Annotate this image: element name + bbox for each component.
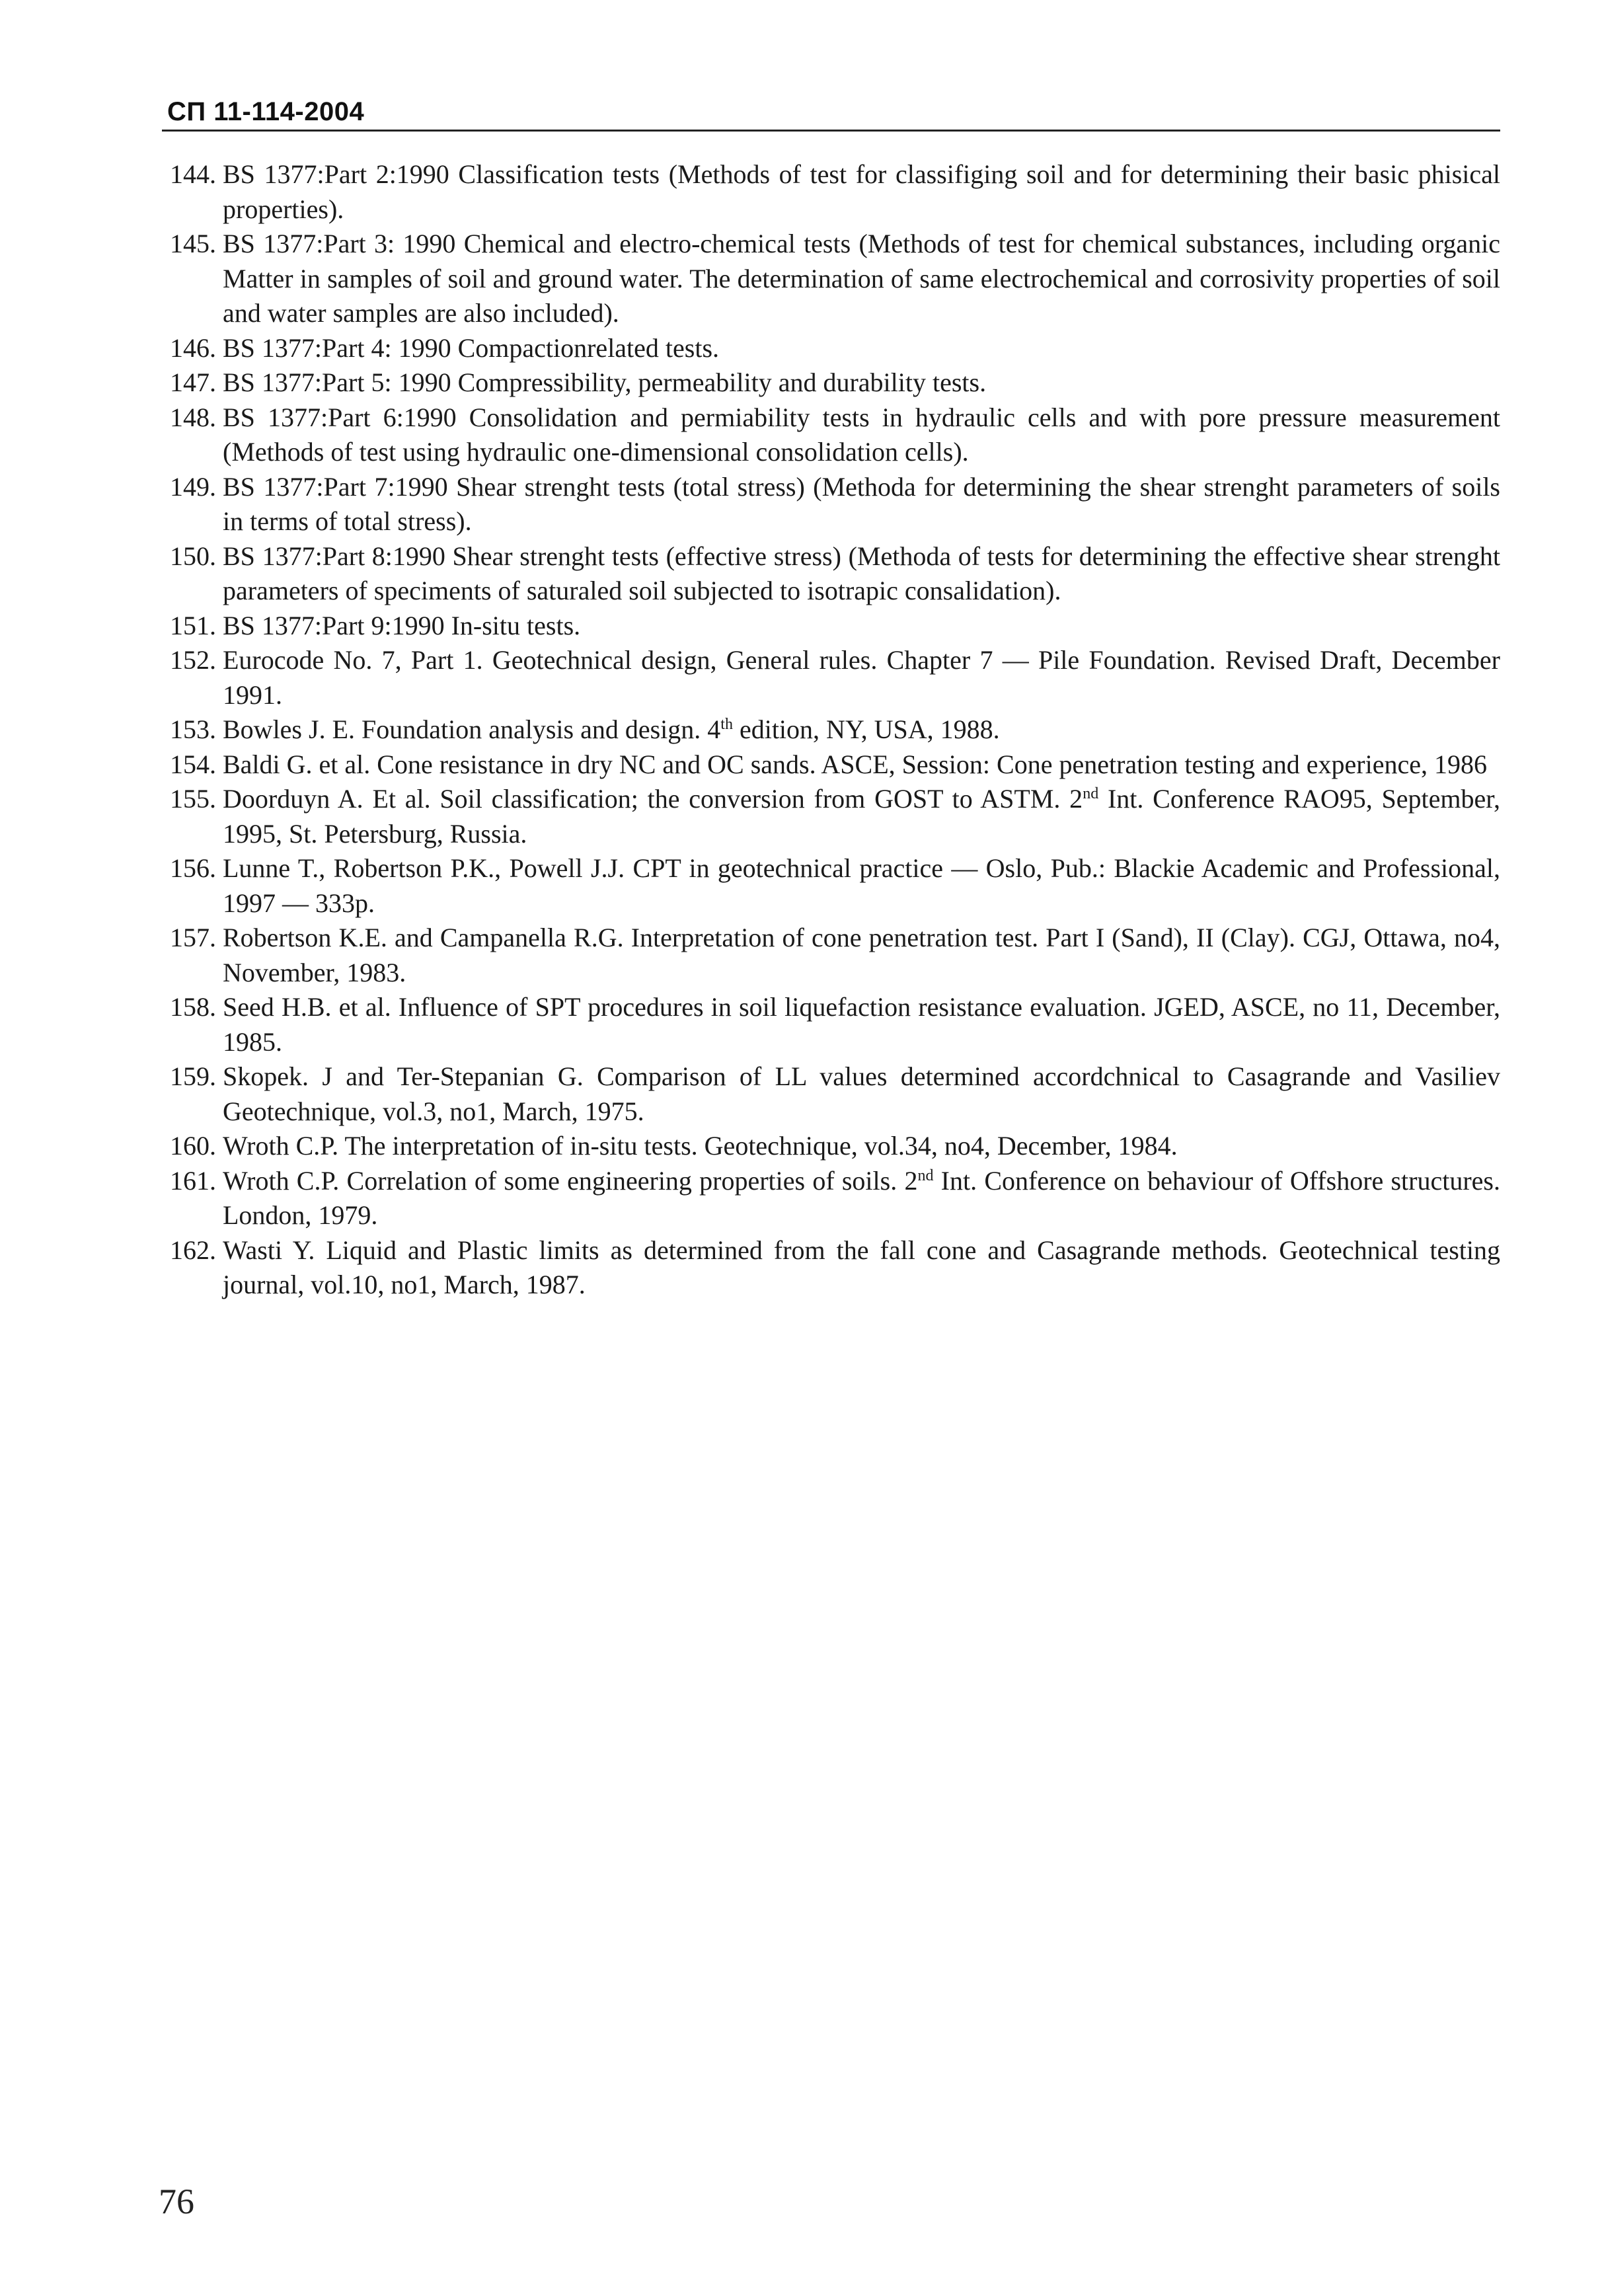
reference-text bbox=[223, 1061, 1500, 1126]
reference-number: 162. bbox=[170, 1235, 216, 1265]
reference-list bbox=[170, 157, 1500, 1303]
reference-number: 144. bbox=[170, 159, 216, 189]
reference-text-main: BS 1377:Part 3: 1990 Chemical and electro-chemical tests (Methods of test for chemical substances, including organic Matter in samples of soil and ground water. The determination of same electrochemical and corrosivity properties of soil and water samples are also included). bbox=[223, 229, 1500, 328]
reference-text bbox=[223, 333, 719, 363]
reference-item bbox=[170, 470, 1500, 539]
reference-item bbox=[170, 157, 1500, 227]
reference-number: 160. bbox=[170, 1131, 216, 1161]
reference-item bbox=[170, 851, 1500, 921]
reference-text-main: Robertson K.E. and Campanella R.G. Interpretation of cone penetration test. Part I (Sand), II (Clay). CGJ, Ottawa, no4, November, 1983. bbox=[223, 923, 1500, 987]
reference-item bbox=[170, 365, 1500, 401]
reference-text bbox=[223, 367, 986, 397]
reference-text-main: Baldi G. et al. Cone resistance in dry NC and OC sands. ASCE, Session: Cone penetration testing and experience, 1986 bbox=[223, 749, 1487, 779]
reference-text bbox=[223, 784, 1500, 849]
reference-number: 153. bbox=[170, 714, 216, 744]
reference-item bbox=[170, 1233, 1500, 1303]
reference-superscript: th bbox=[720, 716, 733, 733]
document-code: СП 11-114-2004 bbox=[167, 97, 365, 126]
reference-text bbox=[223, 229, 1500, 328]
reference-item bbox=[170, 747, 1500, 783]
reference-text-main: Wroth C.P. The interpretation of in-situ tests. Geotechnique, vol.34, no4, December, 1984. bbox=[223, 1131, 1178, 1161]
reference-item bbox=[170, 1164, 1500, 1233]
reference-item bbox=[170, 921, 1500, 990]
reference-text-main: Eurocode No. 7, Part 1. Geotechnical design, General rules. Chapter 7 — Pile Foundation. Revised Draft, December 1991. bbox=[223, 645, 1500, 710]
reference-item bbox=[170, 643, 1500, 712]
reference-superscript: nd bbox=[917, 1167, 934, 1184]
reference-number: 152. bbox=[170, 645, 216, 675]
reference-number: 156. bbox=[170, 853, 216, 883]
reference-number: 161. bbox=[170, 1165, 216, 1196]
page-number: 76 bbox=[159, 2182, 194, 2221]
reference-item bbox=[170, 712, 1500, 747]
reference-text bbox=[223, 159, 1500, 224]
reference-text bbox=[223, 749, 1487, 779]
reference-text-main: Wasti Y. Liquid and Plastic limits as determined from the fall cone and Casagrande methods. Geotechnical testing journal, vol.10, no1, March, 1987. bbox=[223, 1235, 1500, 1299]
reference-text bbox=[223, 714, 1000, 744]
reference-text-main: Wroth C.P. Correlation of some engineering properties of soils. 2 bbox=[223, 1165, 918, 1196]
reference-number: 155. bbox=[170, 784, 216, 814]
reference-text bbox=[223, 472, 1500, 537]
reference-text bbox=[223, 1235, 1500, 1300]
reference-text-main: Skopek. J and Ter-Stepanian G. Comparison of LL values determined accordchnical to Casagrande and Vasiliev Geotechnique, vol.3, no1, March, 1975. bbox=[223, 1061, 1500, 1126]
reference-text-main: Lunne T., Robertson P.K., Powell J.J. CPT in geotechnical practice — Oslo, Pub.: Blackie Academic and Professional, 1997 — 333p. bbox=[223, 853, 1500, 918]
reference-number: 157. bbox=[170, 923, 216, 952]
reference-text bbox=[223, 611, 580, 640]
reference-superscript: nd bbox=[1083, 785, 1099, 802]
reference-item bbox=[170, 1059, 1500, 1129]
reference-item bbox=[170, 609, 1500, 644]
reference-text-main: BS 1377:Part 6:1990 Consolidation and permiability tests in hydraulic cells and with pore pressure measurement (Methods of test using hydraulic one-dimensional consolidation cells). bbox=[223, 402, 1500, 467]
reference-text-main: BS 1377:Part 4: 1990 Compactionrelated tests. bbox=[223, 332, 720, 363]
reference-text-main: BS 1377:Part 5: 1990 Compressibility, permeability and durability tests. bbox=[223, 367, 987, 397]
reference-text bbox=[223, 645, 1500, 710]
reference-number: 146. bbox=[170, 332, 216, 363]
reference-text-rest: Int. Conference RAO95, September, 1995, St. Petersburg, Russia. bbox=[223, 784, 1500, 849]
page-header bbox=[162, 91, 1500, 132]
reference-number: 149. bbox=[170, 471, 216, 502]
reference-item bbox=[170, 1129, 1500, 1164]
reference-text-main: BS 1377:Part 7:1990 Shear strenght tests (total stress) (Methoda for determining the shear strenght parameters of soils in terms of total stress). bbox=[223, 471, 1500, 536]
reference-text-main: BS 1377:Part 2:1990 Classification tests (Methods of test for classifiging soil and for determining their basic phisical properties). bbox=[223, 159, 1500, 224]
reference-text bbox=[223, 402, 1500, 467]
reference-number: 148. bbox=[170, 402, 216, 432]
reference-text-main: BS 1377:Part 9:1990 In-situ tests. bbox=[223, 610, 581, 640]
reference-text bbox=[223, 992, 1500, 1057]
reference-number: 158. bbox=[170, 992, 216, 1022]
reference-item bbox=[170, 227, 1500, 331]
reference-item bbox=[170, 331, 1500, 366]
reference-text-main: Bowles J. E. Foundation analysis and design. 4 bbox=[223, 714, 721, 744]
reference-number: 154. bbox=[170, 749, 216, 779]
reference-text-rest: Int. Conference on behaviour of Offshore structures. London, 1979. bbox=[223, 1165, 1501, 1230]
reference-number: 150. bbox=[170, 541, 216, 571]
reference-number: 159. bbox=[170, 1061, 216, 1091]
reference-text bbox=[223, 541, 1500, 606]
reference-number: 145. bbox=[170, 229, 216, 258]
reference-text-main: Seed H.B. et al. Influence of SPT procedures in soil liquefaction resistance evaluation. JGED, ASCE, no 11, December, 1985. bbox=[223, 992, 1500, 1057]
reference-item bbox=[170, 990, 1500, 1059]
reference-text-main: BS 1377:Part 8:1990 Shear strenght tests (effective stress) (Methoda of tests for determining the effective shear strenght parameters of speciments of saturaled soil subjected to isotrapic consalidation). bbox=[223, 541, 1500, 605]
reference-item bbox=[170, 539, 1500, 609]
reference-number: 147. bbox=[170, 367, 216, 397]
reference-number: 151. bbox=[170, 610, 216, 640]
reference-item bbox=[170, 782, 1500, 851]
reference-text-main: Doorduyn A. Et al. Soil classification; the conversion from GOST to ASTM. 2 bbox=[223, 784, 1083, 814]
reference-text bbox=[223, 1166, 1500, 1231]
reference-text bbox=[223, 923, 1500, 987]
reference-text bbox=[223, 1131, 1178, 1161]
reference-text-rest: edition, NY, USA, 1988. bbox=[732, 714, 1000, 744]
reference-item bbox=[170, 401, 1500, 470]
reference-text bbox=[223, 853, 1500, 918]
